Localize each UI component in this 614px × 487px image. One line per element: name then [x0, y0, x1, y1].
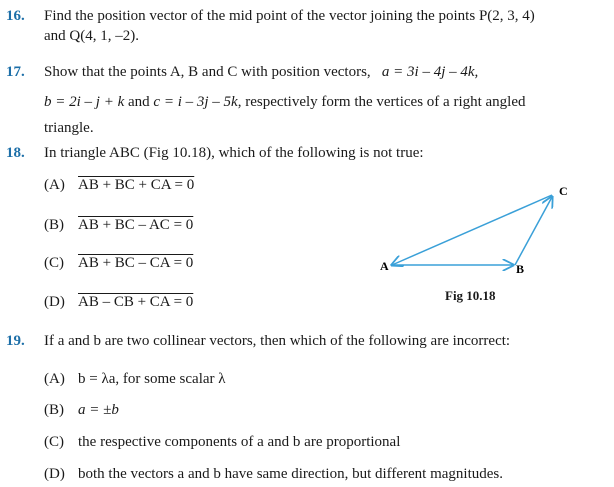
question-text: Find the position vector of the mid point of the vector joining the points P(2, 3, 4): [44, 8, 535, 24]
vertex-c-label: C: [559, 184, 568, 198]
vector-ca-arrow: [392, 195, 552, 265]
question-text: In triangle ABC (Fig 10.18), which of the following is not true:: [44, 145, 424, 161]
option-a: (A) AB + BC + CA = 0: [44, 177, 195, 193]
option-b: (B) AB + BC – AC = 0: [44, 217, 194, 233]
option-a: (A) b = λa, for some scalar λ: [44, 371, 226, 387]
question-text: If a and b are two collinear vectors, then which of the following are incorrect:: [44, 333, 511, 349]
question-text: Show that the points A, B and C with position vectors, a = 3i – 4j – 4k,: [44, 64, 479, 80]
vector-c-expression: c = i – 3j – 5k: [153, 94, 238, 110]
triangle-figure: [378, 183, 578, 283]
question-number: 19.: [6, 333, 25, 349]
figure-caption: Fig 10.18: [445, 288, 496, 303]
vertex-b-label: B: [516, 262, 525, 276]
option-d: (D) AB – CB + CA = 0: [44, 294, 194, 310]
option-b: (B) a = ±b: [44, 402, 119, 418]
option-d: (D) both the vectors a and b have same direction, but different magnitudes.: [44, 466, 504, 482]
question-text: b = 2i – j + k and c = i – 3j – 5k, respectively form the vertices of a right angled: [44, 94, 526, 110]
question-number: 18.: [6, 145, 25, 161]
question-text: and Q(4, 1, –2).: [44, 28, 139, 44]
vector-a-expression: a = 3i – 4j – 4k,: [381, 64, 479, 80]
option-c: (C) the respective components of a and b are proportional: [44, 434, 401, 450]
question-text: triangle.: [44, 120, 94, 136]
question-number: 16.: [6, 8, 25, 24]
option-c: (C) AB + BC – CA = 0: [44, 255, 194, 271]
vector-bc-arrow: [515, 197, 552, 265]
question-number: 17.: [6, 64, 25, 80]
vertex-a-label: A: [380, 259, 389, 273]
vector-b-expression: b = 2i – j + k: [44, 94, 125, 110]
